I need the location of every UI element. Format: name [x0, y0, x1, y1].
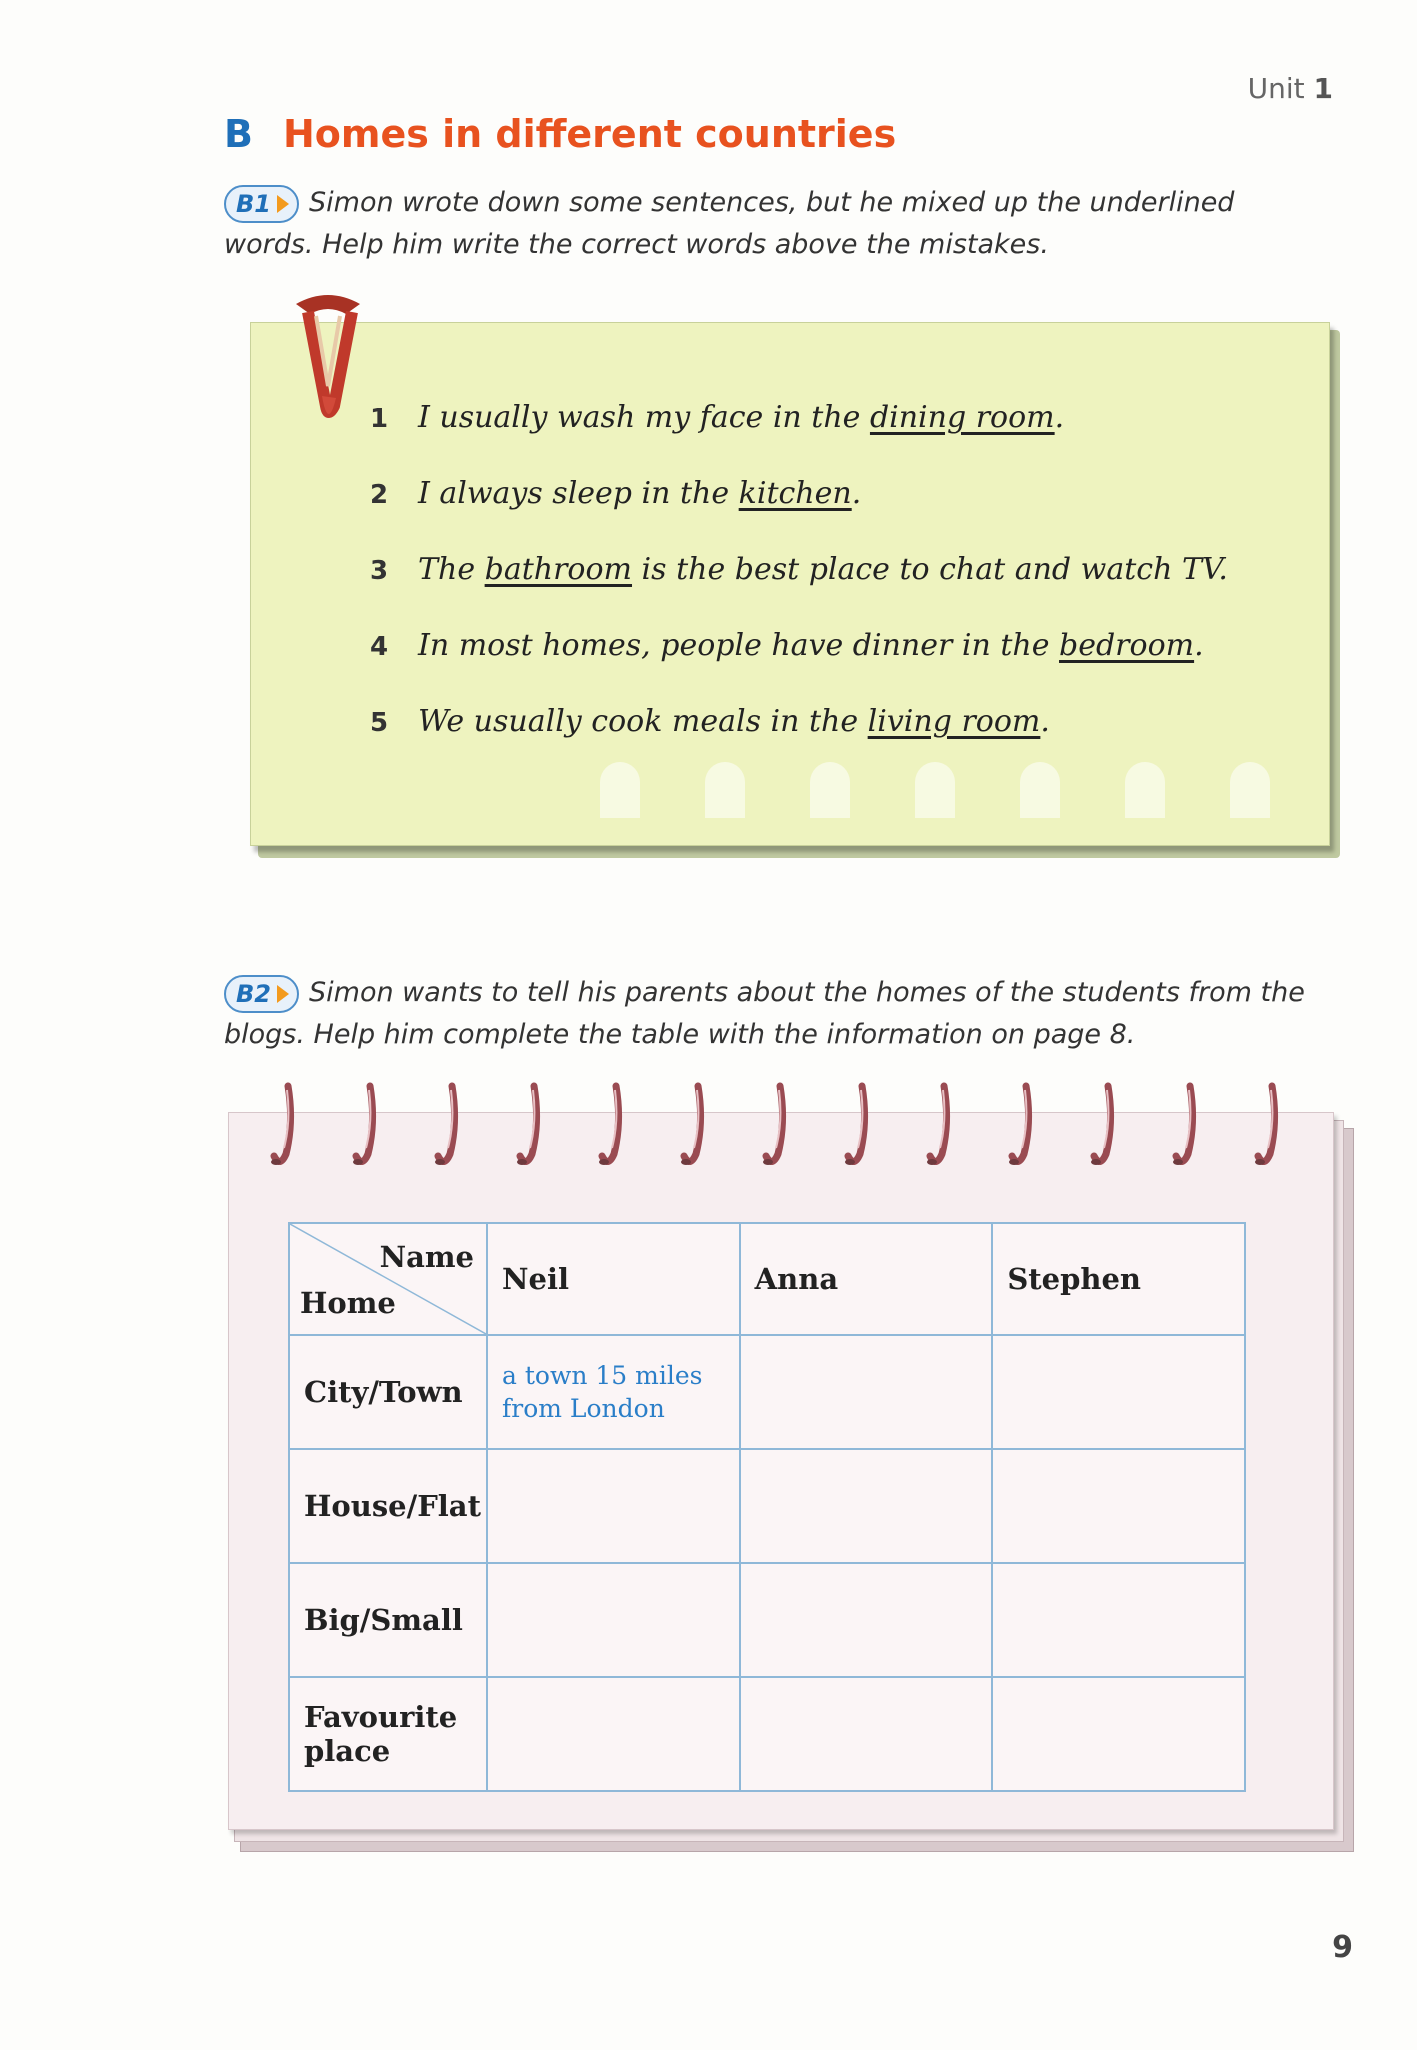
sentence-item — [370, 552, 1228, 628]
b2-audio-badge[interactable] — [224, 975, 299, 1013]
section-title — [224, 112, 896, 156]
row-label: Big/Small — [289, 1563, 487, 1677]
underlined-word: living room — [867, 704, 1041, 739]
binding-ring-icon — [1009, 1086, 1029, 1165]
binding-ring-icon — [763, 1086, 783, 1165]
page-number: 9 — [1332, 1930, 1353, 1965]
section-title-text: Homes in different countries — [282, 112, 897, 156]
table-cell[interactable] — [740, 1449, 993, 1563]
underlined-word: kitchen — [738, 476, 852, 511]
table-cell[interactable] — [992, 1563, 1245, 1677]
unit-label-text: Unit — [1247, 72, 1305, 105]
binding-ring-icon — [599, 1086, 619, 1165]
sentence-text: We usually cook meals in the living room. — [418, 704, 1050, 739]
table-cell[interactable] — [992, 1335, 1245, 1449]
spiral-binding — [262, 1082, 1322, 1182]
sentence-item — [370, 400, 1228, 476]
binding-ring-icon — [1255, 1086, 1275, 1165]
table-cell[interactable] — [740, 1563, 993, 1677]
section-letter: B — [224, 112, 253, 156]
table-cell[interactable] — [740, 1677, 993, 1791]
b2-badge-label: B2 — [236, 979, 271, 1008]
table-cell[interactable] — [992, 1449, 1245, 1563]
unit-label — [1248, 72, 1333, 105]
house-watermark-icon — [1230, 762, 1270, 818]
row-label: Favourite place — [289, 1677, 487, 1791]
binding-ring-icon — [517, 1086, 537, 1165]
sentence-text: I usually wash my face in the dining room. — [418, 400, 1065, 435]
sentence-item — [370, 628, 1228, 704]
table-cell[interactable] — [992, 1677, 1245, 1791]
play-icon — [277, 985, 289, 1003]
row-label: House/Flat — [289, 1449, 487, 1563]
underlined-word: bathroom — [484, 552, 633, 587]
sentence-number: 1 — [370, 404, 389, 434]
homes-table — [288, 1222, 1246, 1792]
b1-instruction — [224, 182, 1324, 266]
table-corner-cell — [289, 1223, 487, 1335]
b2-instruction-text: Simon wants to tell his parents about the homes of the students from the blogs. Help him complete the table with the information on page 8. — [224, 977, 1305, 1050]
column-header-stephen: Stephen — [992, 1223, 1245, 1335]
table-cell[interactable] — [487, 1563, 740, 1677]
sentence-number: 5 — [370, 708, 389, 738]
corner-label-home: Home — [300, 1286, 396, 1320]
binding-ring-icon — [681, 1086, 701, 1165]
binding-ring-icon — [927, 1086, 947, 1165]
sentence-number: 2 — [370, 480, 389, 510]
play-icon — [277, 195, 289, 213]
table-row — [289, 1335, 1245, 1449]
sentence-text: In most homes, people have dinner in the bedroom. — [418, 628, 1204, 663]
table-row — [289, 1563, 1245, 1677]
table-cell[interactable] — [487, 1449, 740, 1563]
binding-ring-icon — [435, 1086, 455, 1165]
b2-instruction — [224, 972, 1324, 1056]
unit-number: 1 — [1313, 72, 1333, 105]
sentence-text: I always sleep in the kitchen. — [418, 476, 862, 511]
binding-ring-icon — [1091, 1086, 1111, 1165]
table-row — [289, 1677, 1245, 1791]
table-row — [289, 1449, 1245, 1563]
sentence-list — [370, 400, 1228, 780]
sentence-item — [370, 476, 1228, 552]
binding-ring-icon — [353, 1086, 373, 1165]
b1-instruction-text: Simon wrote down some sentences, but he mixed up the underlined words. Help him write the correct words above the mistakes. — [224, 187, 1235, 260]
paper-clip-icon — [286, 286, 370, 436]
binding-ring-icon — [1173, 1086, 1193, 1165]
table-cell[interactable] — [487, 1677, 740, 1791]
underlined-word: bedroom — [1059, 628, 1195, 663]
binding-ring-icon — [271, 1086, 291, 1165]
b1-audio-badge[interactable] — [224, 185, 299, 223]
sentence-number: 4 — [370, 632, 389, 662]
column-header-anna: Anna — [740, 1223, 993, 1335]
sentence-item — [370, 704, 1228, 780]
b1-badge-label: B1 — [236, 189, 271, 218]
binding-ring-icon — [845, 1086, 865, 1165]
table-cell[interactable]: a town 15 miles from London — [487, 1335, 740, 1449]
column-header-neil: Neil — [487, 1223, 740, 1335]
sentence-text: The bathroom is the best place to chat and watch TV. — [418, 552, 1228, 587]
table-cell[interactable] — [740, 1335, 993, 1449]
underlined-word: dining room — [869, 400, 1055, 435]
row-label: City/Town — [289, 1335, 487, 1449]
corner-label-name: Name — [379, 1240, 474, 1274]
sentence-number: 3 — [370, 556, 389, 586]
table-header-row — [289, 1223, 1245, 1335]
